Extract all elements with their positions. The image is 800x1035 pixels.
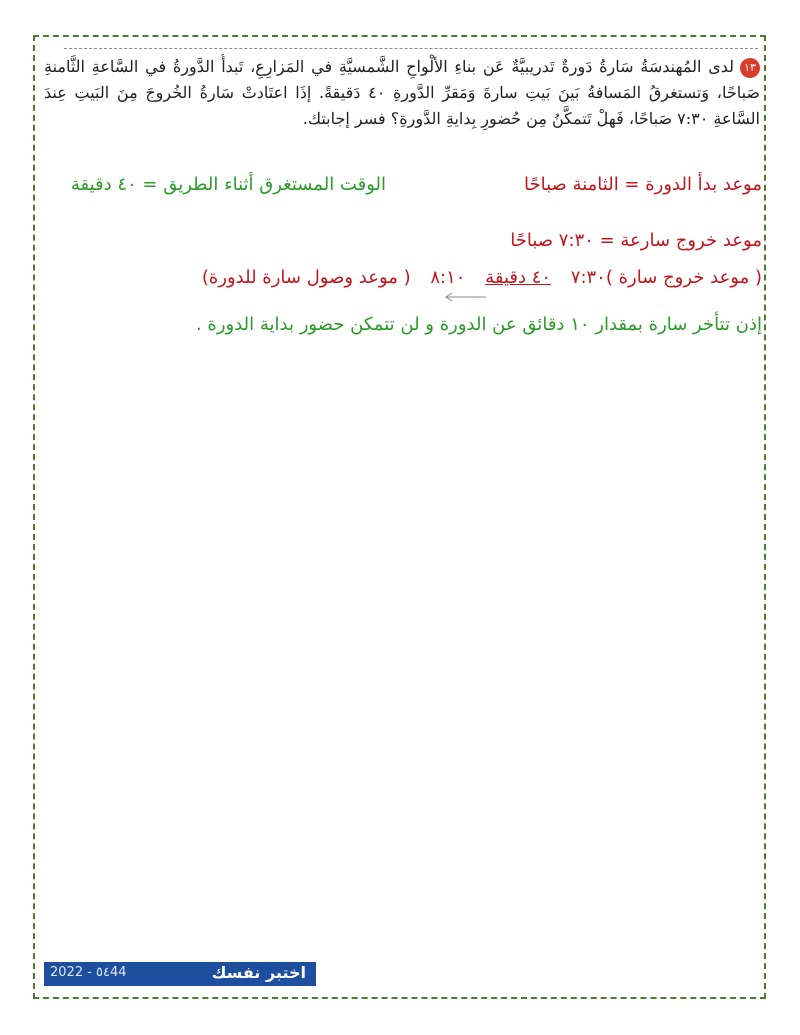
travel-time-line: الوقت المستغرق أثناء الطريق = ٤٠ دقيقة [70,174,386,195]
problem-number-badge: ١٣ [740,58,760,78]
arrival-time-label: ( موعد وصول سارة للدورة) [201,267,411,288]
calculation-line [202,267,762,288]
start-time-line: موعد بدأ الدورة = الثامنة صباحًا [524,174,762,195]
leave-time-label: ( موعد خروج سارة )٧:٣٠ [570,267,762,288]
arrow-icon [444,292,488,302]
footer-banner [44,962,316,986]
arrival-time-value: ٨:١٠ [430,267,466,288]
footer-code: 2022 - ٥٤44 [50,965,127,980]
leave-time-line: موعد خروج سارعة = ٧:٣٠ صباحًا [510,230,762,251]
conclusion-line: إذن تتأخر سارة بمقدار ١٠ دقائق عن الدورة و لن تتمكن حضور بداية الدورة . [195,314,762,335]
duration-value: ٤٠ دقيقة [485,267,552,288]
problem-statement [44,54,760,162]
problem-text: لدى المُهندسَةُ سَارةُ دَورةٌ تَدريبيَّةٌ عَن بناءِ الألْواحِ الشَّمسيَّةِ في المَزارِعِ، تَبدأُ الدَّورةُ في السَّاعةِ الثَّامنةِ صَباحًا، وَتستغرقُ المَسافةُ بَينَ بَيتِ سارةَ وَمَقرِّ الدَّورةِ ٤٠ دَقيقةً. إذَا اعتَادتْ سَارةُ الخُروجَ مِنَ البَيتِ عِندَ السَّاعةِ ٧:٣٠ صَباحًا، فَهلْ تَتمكَّنُ مِن حُضورِ بِدايةِ الدَّورةِ؟ فسر إجابتك. [44,57,760,128]
footer-title: اختبر نفسك [211,963,306,982]
header-divider [64,48,758,49]
